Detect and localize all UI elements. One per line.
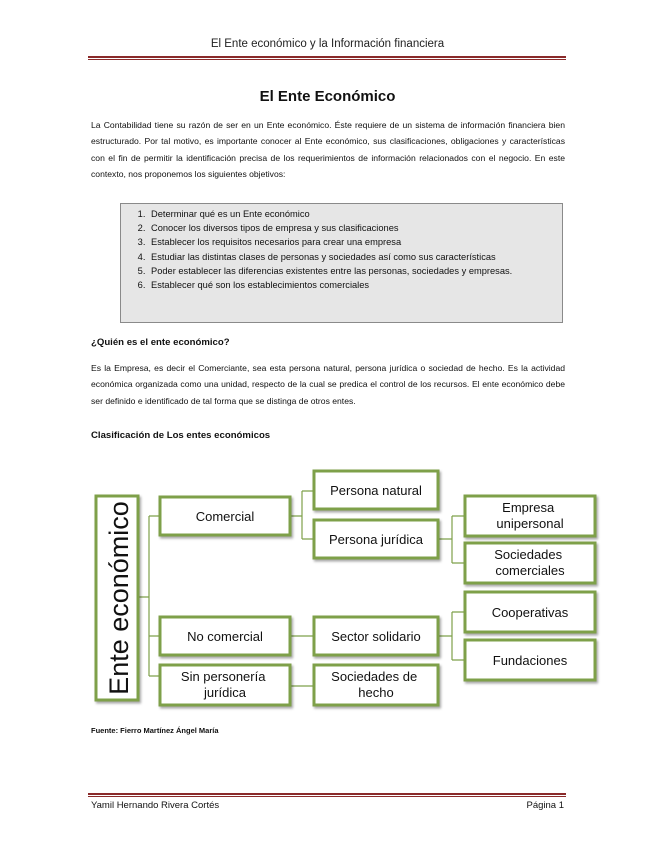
footer-author: Yamil Hernando Rivera Cortés — [91, 800, 220, 811]
objective-item: 3. Establecer los requisitos necesarios para crear una empresa — [148, 235, 554, 249]
node-persona-juridica-label: Persona jurídica — [329, 532, 423, 547]
classification-diagram — [0, 460, 655, 720]
node-sociedades-hecho — [314, 665, 438, 705]
objective-item: 6. Establecer qué son los establecimientos comerciales — [148, 278, 554, 292]
node-sector-solidario — [314, 617, 438, 655]
node-sociedades-hecho-label: Sociedades de hecho — [331, 669, 418, 700]
objectives-list — [121, 204, 562, 292]
source-note: Fuente: Fierro Martínez Ángel María — [91, 726, 219, 735]
node-persona-natural-label: Persona natural — [330, 483, 422, 498]
node-fundaciones-label: Fundaciones — [492, 653, 568, 668]
footer-rule-thin — [88, 796, 566, 797]
root-label: Ente económico — [104, 501, 134, 695]
node-no-comercial-label: No comercial — [187, 629, 263, 644]
objective-item: 1. Determinar qué es un Ente económico — [148, 207, 554, 221]
objectives-box — [120, 203, 563, 323]
node-comercial — [160, 497, 290, 535]
node-sector-solidario-label: Sector solidario — [331, 629, 421, 644]
node-cooperativas — [465, 592, 595, 632]
node-comercial-label: Comercial — [195, 509, 255, 524]
footer-page-number: Página 1 — [526, 800, 564, 811]
node-cooperativas-label: Cooperativas — [491, 605, 569, 620]
root-node — [96, 496, 138, 700]
node-persona-juridica — [314, 520, 438, 558]
node-persona-natural — [314, 471, 438, 509]
header-rule-thin — [88, 59, 566, 60]
node-sociedades-comerciales-label: Sociedades comerciales — [494, 547, 565, 578]
intro-paragraph: La Contabilidad tiene su razón de ser en un Ente económico. Éste requiere de un sistema de información financiera bien estructurado. Por tal motivo, es importante conocer al Ente económico, sus clasificaciones, obligaciones y características con el fin de permitir la identificación precisa de los requerimientos de información relacionados con el negocio. En este contexto, nos proponemos los siguientes objetivos: — [91, 120, 565, 179]
node-sociedades-comerciales — [465, 543, 595, 583]
node-sin-personeria-label: Sin personería jurídica — [180, 669, 266, 700]
node-empresa-unipersonal — [465, 496, 595, 536]
running-header: El Ente económico y la Información financiera — [210, 38, 445, 50]
node-fundaciones — [465, 640, 595, 680]
objective-item: 4. Estudiar las distintas clases de personas y sociedades así como sus características — [148, 250, 554, 264]
node-sin-personeria — [160, 665, 290, 705]
objective-item: 5. Poder establecer las diferencias existentes entre las personas, sociedades y empresas. — [148, 264, 554, 278]
header-rule — [88, 56, 566, 58]
footer-rule — [88, 793, 566, 795]
objective-item: 2. Conocer los diversos tipos de empresa y sus clasificaciones — [148, 221, 554, 235]
page-title: El Ente Económico — [259, 88, 396, 105]
section-heading-clasificacion: Clasificación de Los entes económicos — [91, 430, 271, 441]
section-heading-quien: ¿Quién es el ente económico? — [91, 337, 230, 348]
node-empresa-unipersonal-label: Empresa unipersonal — [496, 500, 564, 531]
node-no-comercial — [160, 617, 290, 655]
quien-paragraph: Es la Empresa, es decir el Comerciante, sea esta persona natural, persona jurídica o sociedad de hecho. Es la actividad económica organizada como una unidad, respecto de la cual se predica el control de los recursos. El ente económico debe ser definido e identificado de tal forma que se distinga de otros entes. — [91, 363, 565, 406]
